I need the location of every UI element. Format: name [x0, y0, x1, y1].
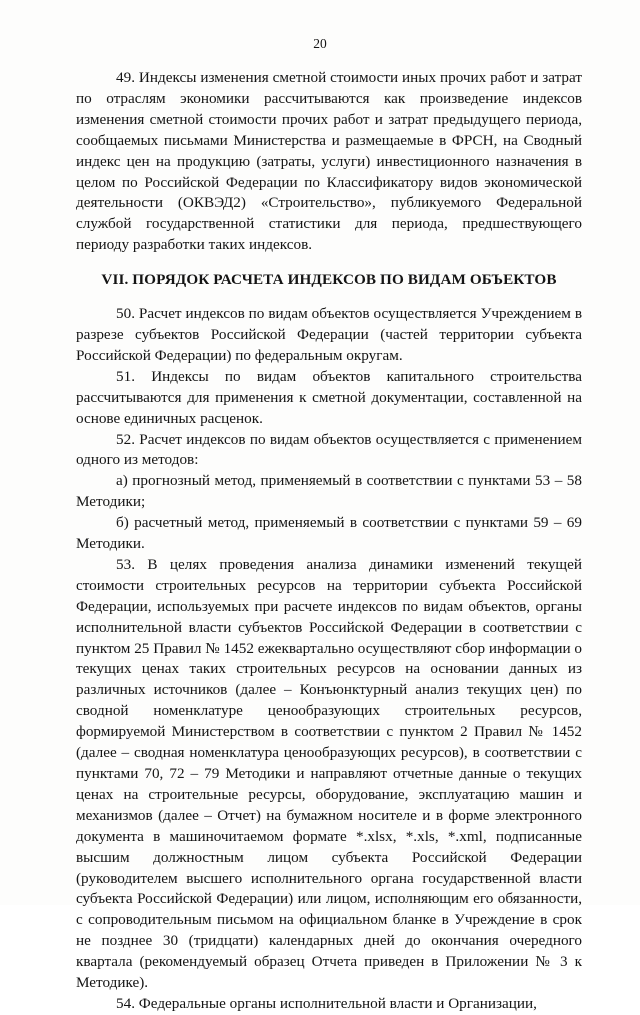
paragraph-52: 52. Расчет индексов по видам объектов осуществляется с применением одного из методов: [76, 430, 582, 469]
page-number: 20 [313, 36, 327, 51]
paragraph-54: 54. Федеральные органы исполнительной власти и Организации, [116, 994, 537, 1012]
paragraph-50: 50. Расчет индексов по видам объектов осуществляется Учреждением в разрезе субъектов Российской Федерации (частей территории субъекта Российской Федерации) по федеральным округам. [76, 305, 582, 364]
paragraph-53: 53. В целях проведения анализа динамики изменений текущей стоимости строительных ресурсов на территории субъекта Российской Федерации, используемых при расчете индексов по видам объектов, органы исполнительной власти субъектов Российской Федерации в соответствии с пунктом 25 Правил № 1452 ежеквартально осуществляют сбор информации о текущих ценах таких строительных ресурсов на основании данных из различных источников (далее – Конъюнктурный анализ текущих цен) по сводной номенклатуре ценообразующих строительных ресурсов, формируемой Министерством в соответствии с пунктом 2 Правил № 1452 (далее – сводная номенклатура ценообразующих ресурсов), в соответствии с пунктами 70, 72 – 79 Методики и направляют отчетные данные о текущих ценах на строительные ресурсы, оборудование, эксплуатацию машин и механизмов (далее – Отчет) на бумажном носителе и в форме электронного документа в машиночитаемом формате *.xlsx, *.xls, *.xml, подписанные высшим должностным лицом субъекта Российской Федерации (руководителем высшего исполнительного органа государственной власти субъекта Российской Федерации) или лицом, исполняющим его обязанности, с сопроводительным письмом на официальном бланке в Учреждение в срок не позднее 30 (тридцати) календарных дней до окончания очередного квартала (рекомендуемый образец Отчета приведен в Приложении № 3 к Методике). [76, 555, 582, 992]
section-heading: VII. ПОРЯДОК РАСЧЕТА ИНДЕКСОВ ПО ВИДАМ ОБЪЕКТОВ [101, 271, 557, 289]
paragraph-52-b: б) расчетный метод, применяемый в соответствии с пунктами 59 – 69 Методики. [76, 514, 582, 553]
document-body [76, 68, 582, 1015]
paragraph-51: 51. Индексы по видам объектов капитального строительства рассчитываются для применения к сметной документации, составленной на основе единичных расценок. [76, 367, 582, 427]
paragraph-49: 49. Индексы изменения сметной стоимости иных прочих работ и затрат по отраслям экономики рассчитываются как произведение индексов изменения сметной стоимости прочих работ и затрат предыдущего периода, сообщаемых письмами Министерства и размещаемые в ФРСН, на Сводный индекс цен на продукцию (затраты, услуги) инвестиционного назначения в целом по Российской Федерации по Классификатору видов экономической деятельности (ОКВЭД2) «Строительство», публикуемого Федеральной службой государственной статистики для периода, предшествующего периоду разработки таких индексов. [76, 69, 582, 254]
paragraph-52-a: а) прогнозный метод, применяемый в соответствии с пунктами 53 – 58 Методики; [76, 472, 582, 511]
